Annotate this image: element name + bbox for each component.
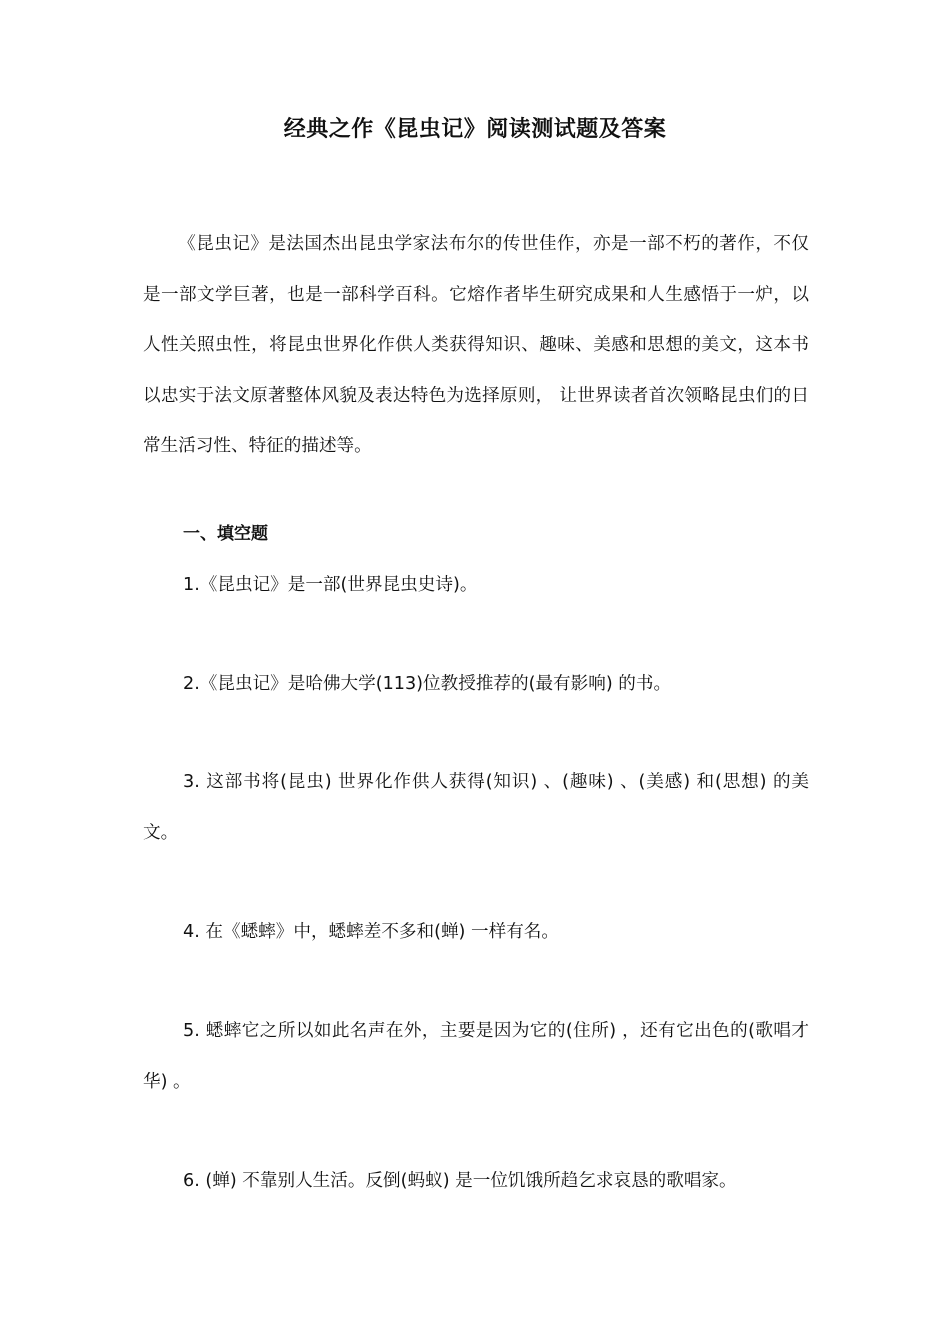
section-heading: 一、填空题 <box>183 524 268 544</box>
question-3: 3. 这部书将(昆虫) 世界化作供人获得(知识) 、(趣味) 、(美感) 和(思想) 的美文。 <box>143 772 809 843</box>
document-title: 经典之作《昆虫记》阅读测试题及答案 <box>283 117 667 142</box>
question-5: 5. 蟋蟀它之所以如此名声在外，主要是因为它的(住所) ，还有它出色的(歌唱才华) 。 <box>143 1021 809 1092</box>
question-1: 1.《昆虫记》是一部(世界昆虫史诗)。 <box>183 575 478 595</box>
question-4: 4. 在《蟋蟀》中，蟋蟀差不多和(蝉) 一样有名。 <box>183 922 559 942</box>
question-2: 2.《昆虫记》是哈佛大学(113)位教授推荐的(最有影响) 的书。 <box>183 674 672 694</box>
intro-paragraph: 《昆虫记》是法国杰出昆虫学家法布尔的传世佳作，亦是一部不朽的著作，不仅是一部文学巨著，也是一部科学百科。它熔作者毕生研究成果和人生感悟于一炉，以人性关照虫性，将昆虫世界化作供人类获得知识、趣味、美感和思想的美文，这本书以忠实于法文原著整体风貌及表达特色为选择原则， 让世界读者首次领略昆虫们的日常生活习性、特征的描述等。 <box>143 234 809 456</box>
question-6: 6. (蝉) 不靠别人生活。反倒(蚂蚁) 是一位饥饿所趋乞求哀恳的歌唱家。 <box>183 1171 737 1191</box>
